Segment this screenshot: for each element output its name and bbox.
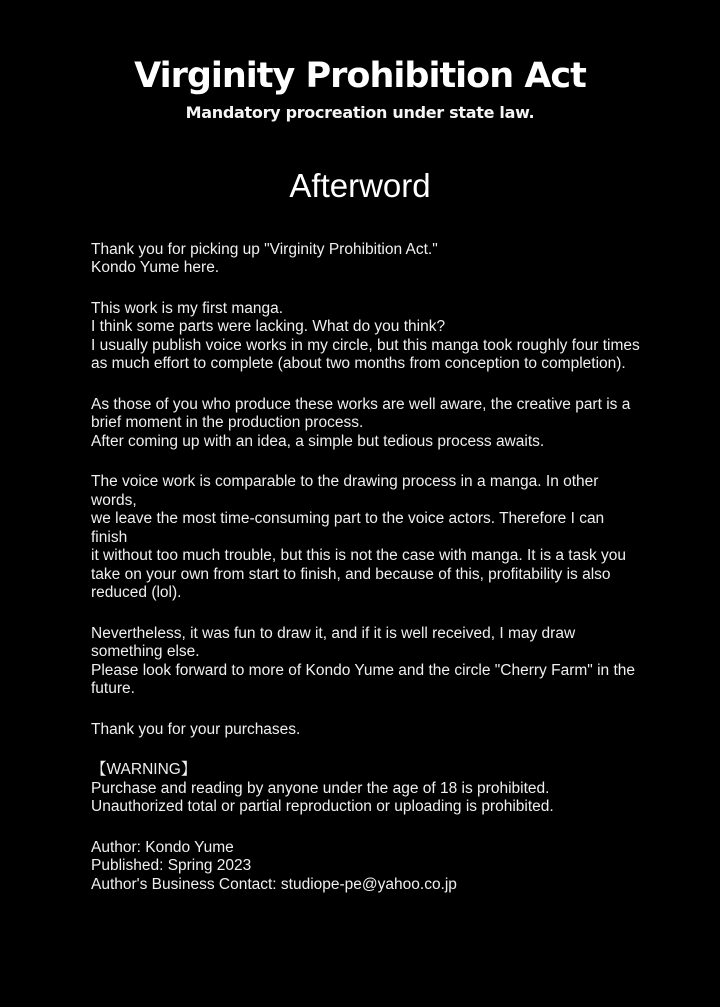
afterword-line: Purchase and reading by anyone under the age of 18 is prohibited. xyxy=(91,779,550,797)
afterword-line: future. xyxy=(91,680,135,698)
afterword-line: reduced (lol). xyxy=(91,584,182,602)
work-title: Virginity Prohibition Act xyxy=(134,56,586,96)
afterword-line: we leave the most time-consuming part to the voice actors. Therefore I can finish xyxy=(91,510,609,546)
afterword-line: Author: Kondo Yume xyxy=(91,838,234,856)
afterword-paragraph xyxy=(91,241,640,278)
title-block xyxy=(0,56,720,122)
afterword-line: After coming up with an idea, a simple but tedious process awaits. xyxy=(91,432,545,450)
afterword-line: as much effort to complete (about two months from conception to completion). xyxy=(91,355,626,373)
afterword-line: take on your own from start to finish, and because of this, profitability is also xyxy=(91,565,611,583)
afterword-line: Unauthorized total or partial reproduction or uploading is prohibited. xyxy=(91,798,554,816)
afterword-paragraph xyxy=(91,839,640,895)
afterword-paragraph xyxy=(91,761,640,817)
afterword-line: Please look forward to more of Kondo Yume and the circle "Cherry Farm" in the xyxy=(91,661,636,679)
afterword-line: it without too much trouble, but this is not the case with manga. It is a task you xyxy=(91,547,627,565)
afterword-line: As those of you who produce these works are well aware, the creative part is a xyxy=(91,395,631,413)
afterword-line: I usually publish voice works in my circle, but this manga took roughly four times xyxy=(91,336,640,354)
afterword-line: Published: Spring 2023 xyxy=(91,857,252,875)
afterword-body xyxy=(0,241,720,895)
afterword-line: I think some parts were lacking. What do you think? xyxy=(91,318,446,336)
afterword-line: Thank you for your purchases. xyxy=(91,720,301,738)
afterword-line: Kondo Yume here. xyxy=(91,259,220,277)
afterword-paragraph xyxy=(91,721,640,740)
afterword-line: brief moment in the production process. xyxy=(91,414,364,432)
afterword-line: Thank you for picking up "Virginity Prohibition Act." xyxy=(91,240,438,258)
afterword-line: Nevertheless, it was fun to draw it, and if it is well received, I may draw xyxy=(91,624,576,642)
afterword-line: something else. xyxy=(91,643,200,661)
afterword-line: The voice work is comparable to the drawing process in a manga. In other words, xyxy=(91,473,603,509)
afterword-paragraph xyxy=(91,396,640,452)
afterword-line: This work is my first manga. xyxy=(91,299,284,317)
work-subtitle: Mandatory procreation under state law. xyxy=(185,103,535,123)
afterword-paragraph xyxy=(91,473,640,603)
afterword-line: Author's Business Contact: studiope-pe@yahoo.co.jp xyxy=(91,875,457,893)
afterword-paragraph xyxy=(91,300,640,374)
afterword-heading: Afterword xyxy=(289,167,431,205)
afterword-line: 【WARNING】 xyxy=(91,761,197,779)
afterword-paragraph xyxy=(91,625,640,699)
